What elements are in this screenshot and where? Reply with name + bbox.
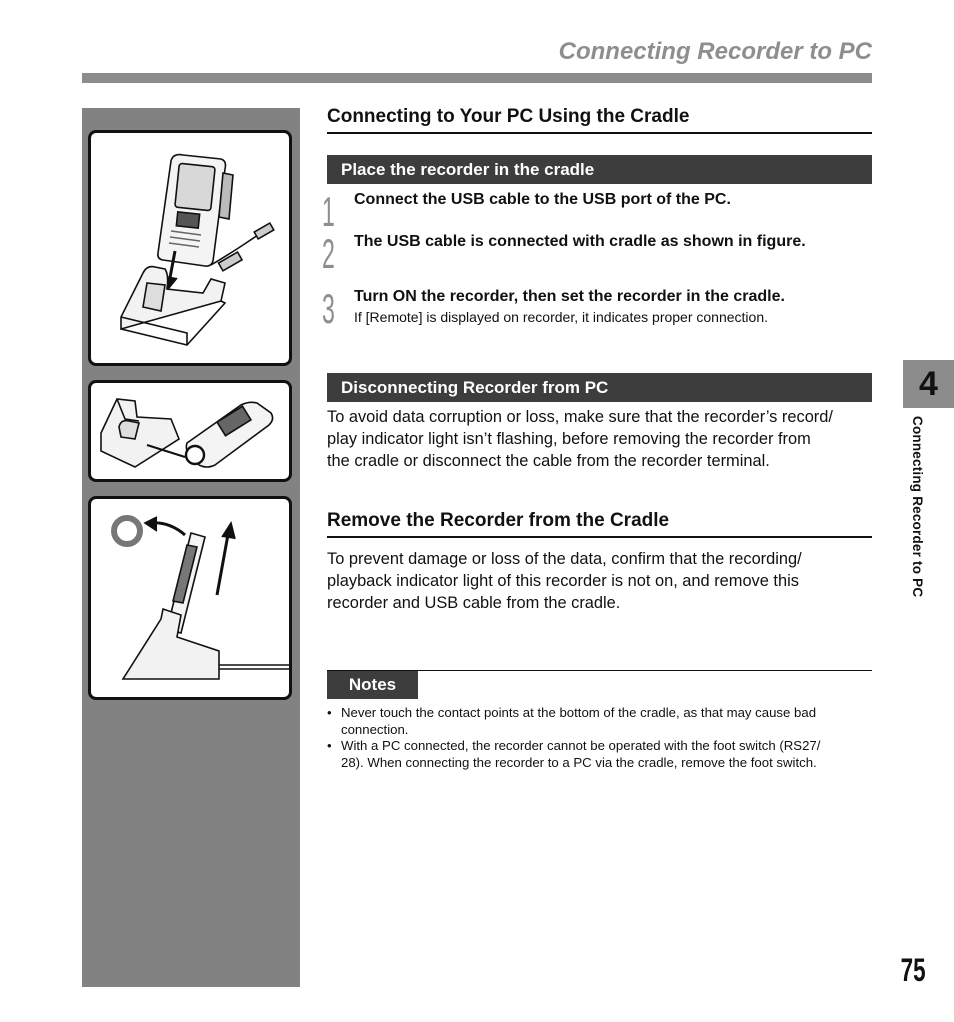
note-line: connection. [341, 722, 409, 737]
disconnect-line: To avoid data corruption or loss, make sure that the recorder’s record/ [327, 408, 833, 426]
chapter-tab: 4 [903, 360, 954, 408]
remove-line: recorder and USB cable from the cradle. [327, 594, 621, 612]
chapter-label-text: Connecting Recorder to PC [910, 416, 925, 598]
note-line: With a PC connected, the recorder cannot be operated with the foot switch (RS27/ [341, 738, 821, 753]
bar-disconnecting: Disconnecting Recorder from PC [327, 373, 872, 402]
note-item [327, 704, 873, 738]
section-title-remove: Remove the Recorder from the Cradle [327, 510, 872, 538]
remove-recorder-illustration [91, 499, 289, 697]
page-header-title: Connecting Recorder to PC [558, 38, 872, 65]
remove-paragraph [327, 548, 875, 614]
remove-line: playback indicator light of this recorder is not on, and remove this [327, 572, 799, 590]
bar-place-in-cradle: Place the recorder in the cradle [327, 155, 872, 184]
figure-recorder-and-cradle [88, 380, 292, 482]
note-line: 28). When connecting the recorder to a PC via the cradle, remove the foot switch. [341, 755, 817, 770]
disconnect-line: the cradle or disconnect the cable from the recorder terminal. [327, 452, 770, 470]
step-number-1: 1 [322, 188, 335, 235]
figure-panel [82, 108, 300, 987]
step-text-1: Connect the USB cable to the USB port of the PC. [354, 191, 731, 208]
remove-line: To prevent damage or loss of the data, confirm that the recording/ [327, 550, 802, 568]
notes-label: Notes [327, 671, 418, 699]
figure-remove-from-cradle [88, 496, 292, 700]
step-text-3: Turn ON the recorder, then set the recorder in the cradle. [354, 288, 785, 305]
bullet-icon: • [327, 738, 332, 753]
step-number-3: 3 [322, 285, 335, 332]
recorder-into-cradle-illustration [91, 133, 289, 363]
section-title-connecting: Connecting to Your PC Using the Cradle [327, 106, 872, 134]
figure-place-in-cradle [88, 130, 292, 366]
step-number-2: 2 [322, 230, 335, 277]
disconnect-line: play indicator light isn’t flashing, before removing the recorder from [327, 430, 811, 448]
note-item [327, 737, 873, 771]
step-subtext-3: If [Remote] is displayed on recorder, it indicates proper connection. [354, 309, 768, 325]
header-rule [82, 73, 872, 83]
step-text-2: The USB cable is connected with cradle as shown in figure. [354, 233, 806, 250]
page-number: 75 [901, 952, 926, 988]
disconnect-paragraph [327, 406, 875, 472]
chapter-label [905, 416, 927, 646]
note-line: Never touch the contact points at the bottom of the cradle, as that may cause bad [341, 705, 817, 720]
cradle-side-view-illustration [91, 383, 289, 479]
bullet-icon: • [327, 705, 332, 720]
